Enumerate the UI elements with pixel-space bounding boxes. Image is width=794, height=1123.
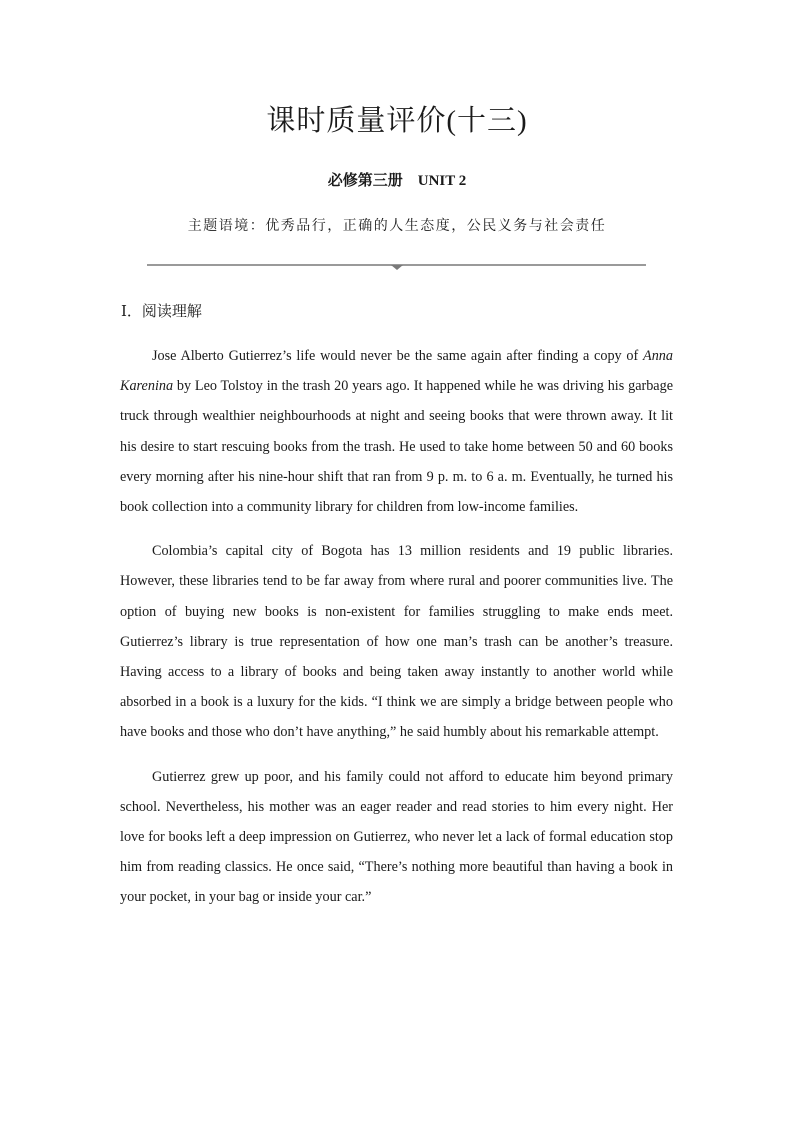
topic-context: 主题语境：优秀品行，正确的人生态度，公民义务与社会责任 — [187, 219, 607, 234]
reading-passage — [120, 341, 673, 927]
unit-subtitle: 必修第三册 UNIT 2 — [327, 173, 467, 189]
paragraph-1-text-b: by Leo Tolstoy in the trash 20 years ago. It happened while he was driving his garbage truck through wealthier neighbourhoods at night and seeing books that were thrown away. It lit his desire to start rescuing books from the trash. He used to take home between 50 and 60 books every morning after his nine-hour shift that ran from 9 p. m. to 6 a. m. Eventually, he turned his book collection into a community library for children from low-income families. — [120, 378, 673, 516]
passage-paragraph-3: Gutierrez grew up poor, and his family could not afford to educate him beyond primary school. Nevertheless, his mother was an eager reader and read stories to him every night. Her love for books left a deep impression on Gutierrez, who never let a lack of formal education stop him from reading classics. He once said, “There’s nothing more beautiful than having a book in your pocket, in your bag or inside your car.” — [120, 768, 673, 906]
page-title: 课时质量评价(十三) — [266, 105, 528, 137]
divider-triangle-icon — [391, 265, 403, 270]
passage-paragraph-2: Colombia’s capital city of Bogota has 13 million residents and 19 public libraries. However, these libraries tend to be far away from where rural and poorer communities live. The option of buying new books is non-existent for families struggling to make ends meet. Gutierrez’s library is true representation of how one man’s trash can be another’s treasure. Having access to a library of books and being taken away instantly to another world while absorbed in a book is a luxury for the kids. “I think we are simply a bridge between people who have books and those who don’t have anything,” he said humbly about his remarkable attempt. — [120, 543, 673, 741]
section-heading: Ⅰ．阅读理解 — [121, 304, 202, 320]
paragraph-1-text-a: Jose Alberto Gutierrez’s life would never be the same again after finding a copy of — [152, 348, 644, 364]
passage-paragraph-1 — [120, 341, 673, 522]
book-title: Anna Karenina — [120, 348, 673, 395]
